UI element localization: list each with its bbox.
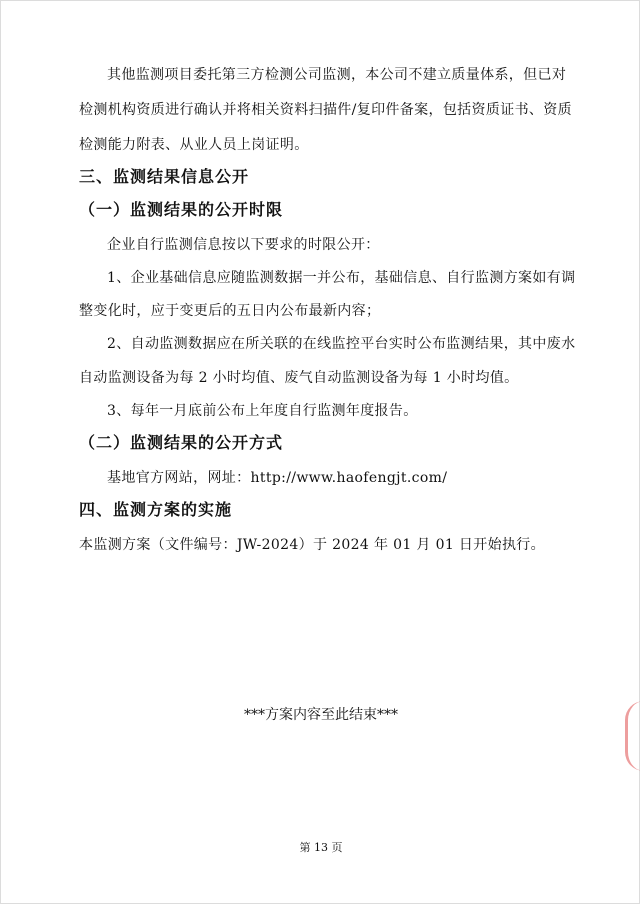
section-heading: 三、监测结果信息公开 [79, 167, 250, 186]
end-note: ***方案内容至此结束*** [244, 707, 398, 723]
page-number: 第 13 页 [299, 841, 343, 854]
paragraph-line: 其他监测项目委托第三方检测公司监测，本公司不建立质量体系，但已对 [107, 67, 567, 83]
list-item: 1、企业基础信息应随监测数据一并公布，基础信息、自行监测方案如有调 [107, 270, 576, 286]
list-item: 3、每年一月底前公布上年度自行监测年度报告。 [107, 403, 418, 419]
paragraph-line: 检测能力附表、从业人员上岗证明。 [79, 137, 309, 153]
section-heading: 四、监测方案的实施 [79, 500, 233, 519]
subsection-heading: （一）监测结果的公开时限 [79, 200, 284, 219]
list-item: 2、自动监测数据应在所关联的在线监控平台实时公布监测结果，其中废水 [107, 336, 576, 352]
paragraph-line: 检测机构资质进行确认并将相关资料扫描件/复印件备案，包括资质证书、资质 [79, 102, 572, 118]
red-seal-edge [625, 701, 640, 771]
paragraph-line: 基地官方网站，网址：http://www.haofengjt.com/ [107, 470, 448, 486]
list-item-continuation: 自动监测设备为每 2 小时均值、废气自动监测设备为每 1 小时均值。 [79, 370, 519, 386]
paragraph-line: 本监测方案（文件编号：JW-2024）于 2024 年 01 月 01 日开始执行。 [79, 537, 546, 553]
subsection-heading: （二）监测结果的公开方式 [79, 433, 284, 452]
paragraph-line: 企业自行监测信息按以下要求的时限公开： [107, 237, 380, 253]
list-item-continuation: 整变化时，应于变更后的五日内公布最新内容； [79, 303, 381, 319]
